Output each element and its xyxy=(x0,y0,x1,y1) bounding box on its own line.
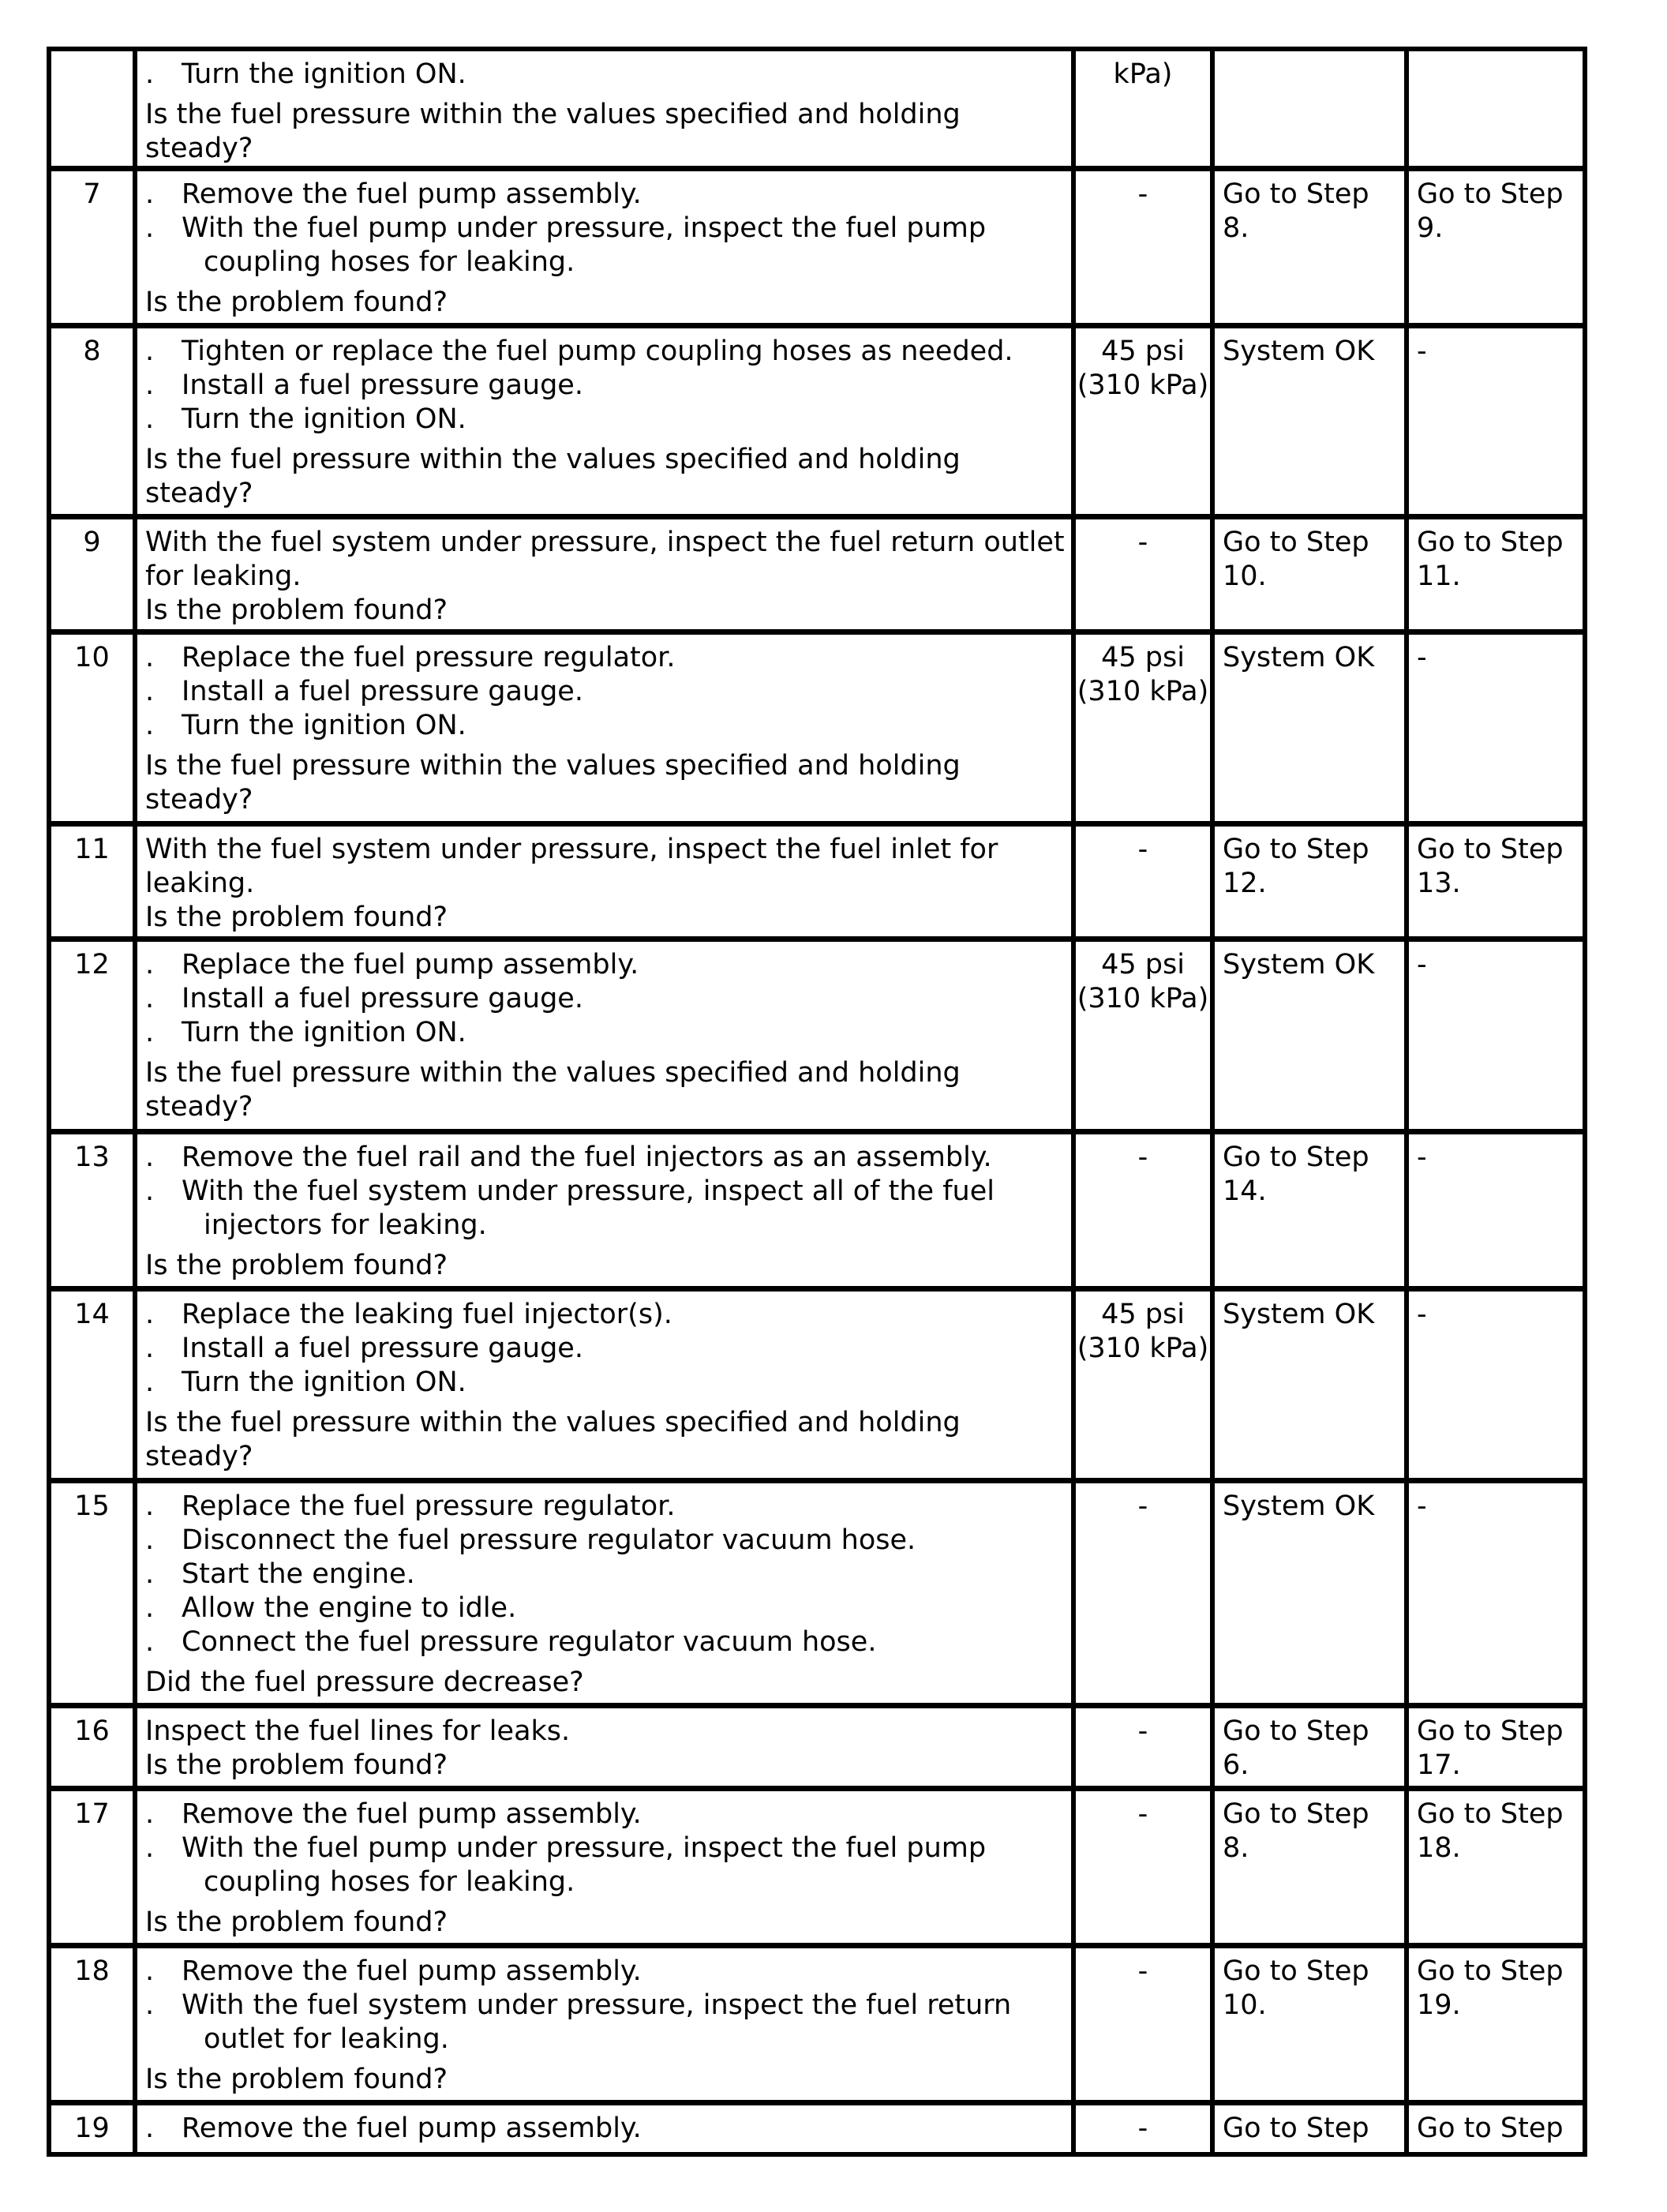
step-number: 9 xyxy=(83,527,101,558)
bullet-marker: . xyxy=(145,1333,155,1364)
step-number-cell xyxy=(51,1948,133,2105)
bullet-marker: . xyxy=(145,58,155,90)
no-cell xyxy=(1404,1483,1587,1708)
bullet-marker: . xyxy=(145,710,155,741)
bullet-marker: . xyxy=(145,676,155,707)
action-bullet-item xyxy=(145,1298,1065,1332)
step-number-cell xyxy=(51,2105,133,2152)
action-bullet-item xyxy=(145,369,1065,403)
action-bullet-item xyxy=(145,641,1065,675)
action-bullet-item xyxy=(145,1016,1065,1050)
table-row xyxy=(51,1703,1583,1791)
yes-cell xyxy=(1210,1708,1404,1791)
no-cell xyxy=(1404,1134,1587,1292)
action-text: Remove the fuel rail and the fuel injectors as an assembly. xyxy=(182,1142,992,1173)
action-text: Turn the ignition ON. xyxy=(182,1367,466,1398)
yes-action: Go to Step 8. xyxy=(1223,1798,1378,1864)
yes-action: System OK xyxy=(1223,642,1375,673)
table-row xyxy=(51,323,1583,519)
action-bullet-item xyxy=(145,1625,1065,1659)
question-text: Is the fuel pressure within the values specified and holding steady? xyxy=(145,1407,961,1472)
no-cell xyxy=(1404,1708,1587,1791)
step-number: 13 xyxy=(74,1142,110,1173)
question-text: Is the fuel pressure within the values specified and holding steady? xyxy=(145,99,961,164)
value-cell xyxy=(1071,1708,1210,1791)
action-bullet-item xyxy=(145,1524,1065,1558)
table-row xyxy=(51,514,1583,635)
action-bullet-item xyxy=(145,675,1065,709)
action-bullet-item xyxy=(145,335,1065,369)
step-number-cell xyxy=(51,1791,133,1948)
bullet-marker: . xyxy=(145,403,155,435)
yes-cell xyxy=(1210,51,1404,171)
bullet-marker: . xyxy=(145,642,155,673)
yes-cell xyxy=(1210,1791,1404,1948)
action-text: With the fuel system under pressure, inspect the fuel inlet for leaking. xyxy=(145,834,998,899)
action-text: With the fuel system under pressure, inspect the fuel return outlet for leaking. xyxy=(145,527,1065,592)
bullet-marker: . xyxy=(145,1490,155,1522)
value-text: - xyxy=(1137,1715,1148,1747)
bullet-marker: . xyxy=(145,1017,155,1048)
bullet-marker: . xyxy=(145,1142,155,1173)
step-number: 14 xyxy=(74,1299,110,1330)
action-bullet-item xyxy=(145,1332,1065,1366)
table-row xyxy=(51,821,1583,942)
value-cell xyxy=(1071,1134,1210,1292)
value-text: 45 psi (310 kPa) xyxy=(1077,642,1209,707)
action-cell xyxy=(133,51,1071,171)
table-row xyxy=(51,1478,1583,1708)
action-bullet-item xyxy=(145,982,1065,1016)
yes-cell xyxy=(1210,328,1404,519)
step-number: 7 xyxy=(83,178,101,210)
step-number: 8 xyxy=(83,336,101,367)
table-row xyxy=(51,166,1583,328)
bullet-marker: . xyxy=(145,1832,155,1864)
value-text: 45 psi (310 kPa) xyxy=(1077,1299,1209,1364)
yes-action: System OK xyxy=(1223,949,1375,980)
action-text: Remove the fuel pump assembly. xyxy=(182,1798,642,1830)
yes-action: Go to Step xyxy=(1223,2113,1369,2144)
yes-cell xyxy=(1210,2105,1404,2152)
step-number: 11 xyxy=(74,834,110,865)
no-cell xyxy=(1404,1791,1587,1948)
bullet-marker: . xyxy=(145,1299,155,1330)
action-text: Install a fuel pressure gauge. xyxy=(182,1333,583,1364)
action-bullet-item xyxy=(145,58,1065,92)
table-row xyxy=(51,2100,1583,2152)
step-number-cell xyxy=(51,328,133,519)
question-text: Is the problem found? xyxy=(145,594,448,626)
no-cell xyxy=(1404,51,1587,171)
no-action: - xyxy=(1417,949,1427,980)
yes-cell xyxy=(1210,942,1404,1134)
no-action: Go to Step 17. xyxy=(1417,1715,1572,1781)
value-text: kPa) xyxy=(1113,58,1173,90)
action-text: coupling hoses for leaking. xyxy=(204,246,575,278)
value-text: 45 psi (310 kPa) xyxy=(1077,949,1209,1014)
bullet-marker: . xyxy=(145,983,155,1014)
yes-action: Go to Step 14. xyxy=(1223,1142,1378,1207)
bullet-marker: . xyxy=(145,178,155,210)
step-number-cell xyxy=(51,827,133,942)
value-cell xyxy=(1071,1948,1210,2105)
yes-cell xyxy=(1210,1483,1404,1708)
action-cell xyxy=(133,171,1071,328)
action-text: Replace the fuel pump assembly. xyxy=(182,949,639,980)
bullet-marker: . xyxy=(145,1989,155,2021)
value-text: - xyxy=(1137,1798,1148,1830)
table-row xyxy=(51,936,1583,1134)
step-number: 15 xyxy=(74,1490,110,1522)
table-row xyxy=(51,1786,1583,1948)
value-cell xyxy=(1071,942,1210,1134)
no-action: - xyxy=(1417,1299,1427,1330)
step-number-cell xyxy=(51,1292,133,1483)
step-number-cell xyxy=(51,1483,133,1708)
yes-cell xyxy=(1210,1948,1404,2105)
no-cell xyxy=(1404,635,1587,827)
bullet-marker: . xyxy=(145,1798,155,1830)
step-number-cell xyxy=(51,635,133,827)
no-action: Go to Step 9. xyxy=(1417,178,1572,244)
action-bullet-item xyxy=(145,1558,1065,1592)
action-bullet-item xyxy=(145,1831,1065,1899)
action-cell xyxy=(133,1483,1071,1708)
action-cell xyxy=(133,635,1071,827)
value-text: 45 psi (310 kPa) xyxy=(1077,336,1209,401)
action-text: Replace the fuel pressure regulator. xyxy=(182,1490,676,1522)
action-text: Turn the ignition ON. xyxy=(182,58,466,90)
action-cell xyxy=(133,827,1071,942)
no-cell xyxy=(1404,1292,1587,1483)
no-action: Go to Step 18. xyxy=(1417,1798,1572,1864)
action-bullet-item xyxy=(145,212,1065,279)
question-text: Is the problem found? xyxy=(145,1906,448,1938)
action-text: Remove the fuel pump assembly. xyxy=(182,1955,642,1987)
bullet-marker: . xyxy=(145,2113,155,2144)
value-text: - xyxy=(1137,178,1148,210)
action-cell xyxy=(133,519,1071,635)
value-cell xyxy=(1071,51,1210,171)
no-action: Go to Step 19. xyxy=(1417,1955,1572,2021)
action-bullet-item xyxy=(145,1490,1065,1524)
action-cell xyxy=(133,2105,1071,2152)
yes-cell xyxy=(1210,519,1404,635)
table-row xyxy=(51,1286,1583,1483)
action-text: Turn the ignition ON. xyxy=(182,710,466,741)
question-text: Is the problem found? xyxy=(145,287,448,318)
bullet-marker: . xyxy=(145,212,155,244)
action-text: Disconnect the fuel pressure regulator vacuum hose. xyxy=(182,1524,916,1556)
action-text: Install a fuel pressure gauge. xyxy=(182,676,583,707)
value-text: - xyxy=(1137,1142,1148,1173)
action-bullet-item xyxy=(145,948,1065,982)
no-action: - xyxy=(1417,1490,1427,1522)
no-action: - xyxy=(1417,1142,1427,1173)
question-text: Did the fuel pressure decrease? xyxy=(145,1666,584,1698)
action-cell xyxy=(133,1791,1071,1948)
value-cell xyxy=(1071,328,1210,519)
step-number-cell xyxy=(51,519,133,635)
step-number: 17 xyxy=(74,1798,110,1830)
step-number: 12 xyxy=(74,949,110,980)
action-cell xyxy=(133,328,1071,519)
action-bullet-item xyxy=(145,1955,1065,1989)
action-text: Remove the fuel pump assembly. xyxy=(182,178,642,210)
action-text: With the fuel system under pressure, inspect all of the fuel xyxy=(182,1175,995,1207)
action-text: Install a fuel pressure gauge. xyxy=(182,369,583,401)
action-text: coupling hoses for leaking. xyxy=(204,1866,575,1898)
no-action: Go to Step 13. xyxy=(1417,834,1572,899)
no-cell xyxy=(1404,519,1587,635)
action-bullet-item xyxy=(145,1989,1065,2056)
yes-action: System OK xyxy=(1223,1490,1375,1522)
value-cell xyxy=(1071,2105,1210,2152)
no-cell xyxy=(1404,942,1587,1134)
question-text: Is the fuel pressure within the values specified and holding steady? xyxy=(145,750,961,815)
value-text: - xyxy=(1137,834,1148,865)
action-cell xyxy=(133,942,1071,1134)
bullet-marker: . xyxy=(145,1558,155,1590)
value-text: - xyxy=(1137,1955,1148,1987)
action-text: Turn the ignition ON. xyxy=(182,1017,466,1048)
action-bullet-item xyxy=(145,1592,1065,1625)
step-number-cell xyxy=(51,51,133,171)
action-text: Remove the fuel pump assembly. xyxy=(182,2113,642,2144)
yes-cell xyxy=(1210,1292,1404,1483)
action-text: Replace the fuel pressure regulator. xyxy=(182,642,676,673)
action-text: Inspect the fuel lines for leaks. xyxy=(145,1715,571,1747)
no-cell xyxy=(1404,171,1587,328)
value-cell xyxy=(1071,1483,1210,1708)
step-number-cell xyxy=(51,1708,133,1791)
value-text: - xyxy=(1137,2113,1148,2144)
step-number: 18 xyxy=(74,1955,110,1987)
question-text: Is the problem found? xyxy=(145,2064,448,2095)
bullet-marker: . xyxy=(145,369,155,401)
yes-action: Go to Step 10. xyxy=(1223,1955,1378,2021)
action-bullet-item xyxy=(145,2112,1065,2146)
question-text: Is the problem found? xyxy=(145,1250,448,1281)
no-action: - xyxy=(1417,642,1427,673)
action-bullet-item xyxy=(145,1141,1065,1175)
action-text: With the fuel pump under pressure, inspect the fuel pump xyxy=(182,212,987,244)
bullet-marker: . xyxy=(145,1524,155,1556)
step-number-cell xyxy=(51,942,133,1134)
yes-action: Go to Step 10. xyxy=(1223,527,1378,592)
step-number: 10 xyxy=(74,642,110,673)
action-text: Tighten or replace the fuel pump coupling hoses as needed. xyxy=(182,336,1013,367)
action-text: Connect the fuel pressure regulator vacuum hose. xyxy=(182,1626,877,1658)
step-number-cell xyxy=(51,1134,133,1292)
bullet-marker: . xyxy=(145,1367,155,1398)
action-cell xyxy=(133,1134,1071,1292)
action-cell xyxy=(133,1292,1071,1483)
no-cell xyxy=(1404,328,1587,519)
value-cell xyxy=(1071,1791,1210,1948)
bullet-marker: . xyxy=(145,1592,155,1624)
bullet-marker: . xyxy=(145,1955,155,1987)
yes-cell xyxy=(1210,827,1404,942)
action-text: injectors for leaking. xyxy=(204,1209,487,1241)
yes-action: Go to Step 12. xyxy=(1223,834,1378,899)
question-text: Is the fuel pressure within the values specified and holding steady? xyxy=(145,444,961,509)
table-row xyxy=(51,1129,1583,1292)
value-cell xyxy=(1071,519,1210,635)
action-bullet-item xyxy=(145,403,1065,437)
step-number: 19 xyxy=(74,2113,110,2144)
action-text: Replace the leaking fuel injector(s). xyxy=(182,1299,672,1330)
question-text: Is the problem found? xyxy=(145,1749,448,1781)
value-cell xyxy=(1071,827,1210,942)
no-action: - xyxy=(1417,336,1427,367)
yes-action: Go to Step 6. xyxy=(1223,1715,1378,1781)
action-text: outlet for leaking. xyxy=(204,2023,449,2055)
table-row xyxy=(51,629,1583,827)
value-text: - xyxy=(1137,527,1148,558)
diagnostic-table xyxy=(47,47,1587,2157)
value-text: - xyxy=(1137,1490,1148,1522)
action-text: With the fuel pump under pressure, inspect the fuel pump xyxy=(182,1832,987,1864)
action-text: Start the engine. xyxy=(182,1558,415,1590)
value-cell xyxy=(1071,635,1210,827)
value-cell xyxy=(1071,171,1210,328)
yes-action: System OK xyxy=(1223,336,1375,367)
action-bullet-item xyxy=(145,1798,1065,1831)
yes-cell xyxy=(1210,1134,1404,1292)
yes-cell xyxy=(1210,635,1404,827)
question-text: Is the fuel pressure within the values specified and holding steady? xyxy=(145,1057,961,1123)
no-action: Go to Step xyxy=(1417,2113,1564,2144)
yes-action: System OK xyxy=(1223,1299,1375,1330)
table-row xyxy=(51,51,1583,171)
no-cell xyxy=(1404,827,1587,942)
action-cell xyxy=(133,1708,1071,1791)
no-action: Go to Step 11. xyxy=(1417,527,1572,592)
yes-action: Go to Step 8. xyxy=(1223,178,1378,244)
action-bullet-item xyxy=(145,1366,1065,1400)
question-text: Is the problem found? xyxy=(145,902,448,933)
action-text: Turn the ignition ON. xyxy=(182,403,466,435)
action-bullet-item xyxy=(145,1175,1065,1243)
action-text: Allow the engine to idle. xyxy=(182,1592,517,1624)
value-cell xyxy=(1071,1292,1210,1483)
bullet-marker: . xyxy=(145,949,155,980)
action-text: With the fuel system under pressure, inspect the fuel return xyxy=(182,1989,1012,2021)
bullet-marker: . xyxy=(145,1626,155,1658)
yes-cell xyxy=(1210,171,1404,328)
no-cell xyxy=(1404,2105,1587,2152)
table-row xyxy=(51,1943,1583,2105)
step-number: 16 xyxy=(74,1715,110,1747)
action-bullet-item xyxy=(145,178,1065,212)
no-cell xyxy=(1404,1948,1587,2105)
bullet-marker: . xyxy=(145,336,155,367)
action-text: Install a fuel pressure gauge. xyxy=(182,983,583,1014)
step-number-cell xyxy=(51,171,133,328)
action-cell xyxy=(133,1948,1071,2105)
bullet-marker: . xyxy=(145,1175,155,1207)
action-bullet-item xyxy=(145,709,1065,743)
